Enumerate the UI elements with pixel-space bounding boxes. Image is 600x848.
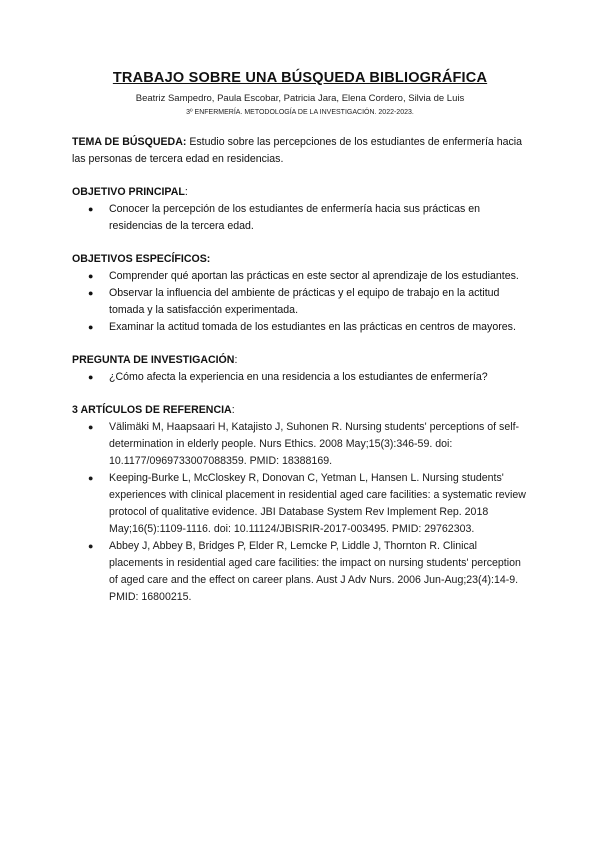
- list-item: [88, 369, 532, 386]
- specific-objectives-list: [72, 268, 532, 336]
- list-item: [88, 285, 532, 319]
- reference-item: [88, 419, 532, 470]
- list-item: [88, 319, 532, 336]
- research-question-label: PREGUNTA DE INVESTIGACIÓN: [72, 354, 235, 366]
- research-question-section: [72, 352, 532, 386]
- document-body: [72, 134, 532, 606]
- references-heading: [72, 402, 532, 419]
- bullet-icon: ●: [88, 541, 94, 551]
- bullet-icon: ●: [88, 271, 94, 281]
- list-item-text: ¿Cómo afecta la experiencia en una residencia a los estudiantes de enfermería?: [109, 371, 488, 383]
- list-item-text: Examinar la actitud tomada de los estudiantes en las prácticas en centros de mayores.: [109, 321, 516, 333]
- bullet-icon: ●: [88, 322, 94, 332]
- bullet-icon: ●: [88, 422, 94, 432]
- document-title: TRABAJO SOBRE UNA BÚSQUEDA BIBLIOGRÁFICA: [112, 70, 488, 86]
- main-objective-list: [72, 201, 532, 235]
- bullet-icon: ●: [88, 204, 94, 214]
- bullet-icon: ●: [88, 473, 94, 483]
- topic-label: TEMA DE BÚSQUEDA:: [72, 136, 187, 148]
- bullet-icon: ●: [88, 288, 94, 298]
- specific-objectives-section: [72, 251, 532, 336]
- references-list: [72, 419, 532, 606]
- research-question-heading: [72, 352, 532, 369]
- reference-text: Keeping-Burke L, McCloskey R, Donovan C, Yetman L, Hansen L. Nursing students' experiences with clinical placement in residential aged care facilities: a systematic review protocol of qualitative evidence. JBI Database System Rev Implement Rep. 2018 May;16(5):1109-1116. doi: 10.11124/JBISRIR-2017-003495. PMID: 29762303.: [109, 472, 526, 535]
- main-objective-section: [72, 184, 532, 235]
- research-question-list: [72, 369, 532, 386]
- bullet-icon: ●: [88, 372, 94, 382]
- main-objective-label: OBJETIVO PRINCIPAL: [72, 186, 185, 198]
- specific-objectives-heading: OBJETIVOS ESPECÍFICOS:: [72, 253, 211, 265]
- reference-item: [88, 538, 532, 606]
- list-item: [88, 201, 532, 235]
- references-colon: :: [231, 404, 235, 416]
- topic-paragraph: [72, 134, 532, 168]
- reference-text: Abbey J, Abbey B, Bridges P, Elder R, Lemcke P, Liddle J, Thornton R. Clinical placements in residential aged care facilities: the impact on nursing students' perception of aged care and the effect on career plans. Aust J Adv Nurs. 2006 Jun-Aug;23(4):14-9. PMID: 16800215.: [109, 540, 521, 603]
- reference-text: Välimäki M, Haapsaari H, Katajisto J, Suhonen R. Nursing students' perceptions of self-determination in elderly people. Nurs Ethics. 2008 May;15(3):346-59. doi: 10.1177/0969733007088359. PMID: 18388169.: [109, 421, 520, 467]
- document-course: 3º ENFERMERÍA. METODOLOGÍA DE LA INVESTIGACIÓN. 2022-2023.: [186, 109, 414, 116]
- list-item-text: Conocer la percepción de los estudiantes de enfermería hacia sus prácticas en residencias de la tercera edad.: [109, 203, 480, 232]
- list-item: [88, 268, 532, 285]
- list-item-text: Observar la influencia del ambiente de prácticas y el equipo de trabajo en la actitud tomada y la satisfacción experimentada.: [109, 287, 500, 316]
- research-question-colon: :: [234, 354, 238, 366]
- topic-text: Estudio sobre las percepciones de los estudiantes de enfermería hacia las personas de tercera edad en residencias.: [72, 136, 523, 165]
- list-item-text: Comprender qué aportan las prácticas en este sector al aprendizaje de los estudiantes.: [109, 270, 519, 282]
- references-section: [72, 402, 532, 606]
- main-objective-heading: [72, 184, 532, 201]
- main-objective-colon: :: [184, 186, 188, 198]
- references-label: 3 ARTÍCULOS DE REFERENCIA: [72, 404, 232, 416]
- reference-item: [88, 470, 532, 538]
- document-authors: Beatriz Sampedro, Paula Escobar, Patricia Jara, Elena Cordero, Silvia de Luis: [135, 93, 465, 104]
